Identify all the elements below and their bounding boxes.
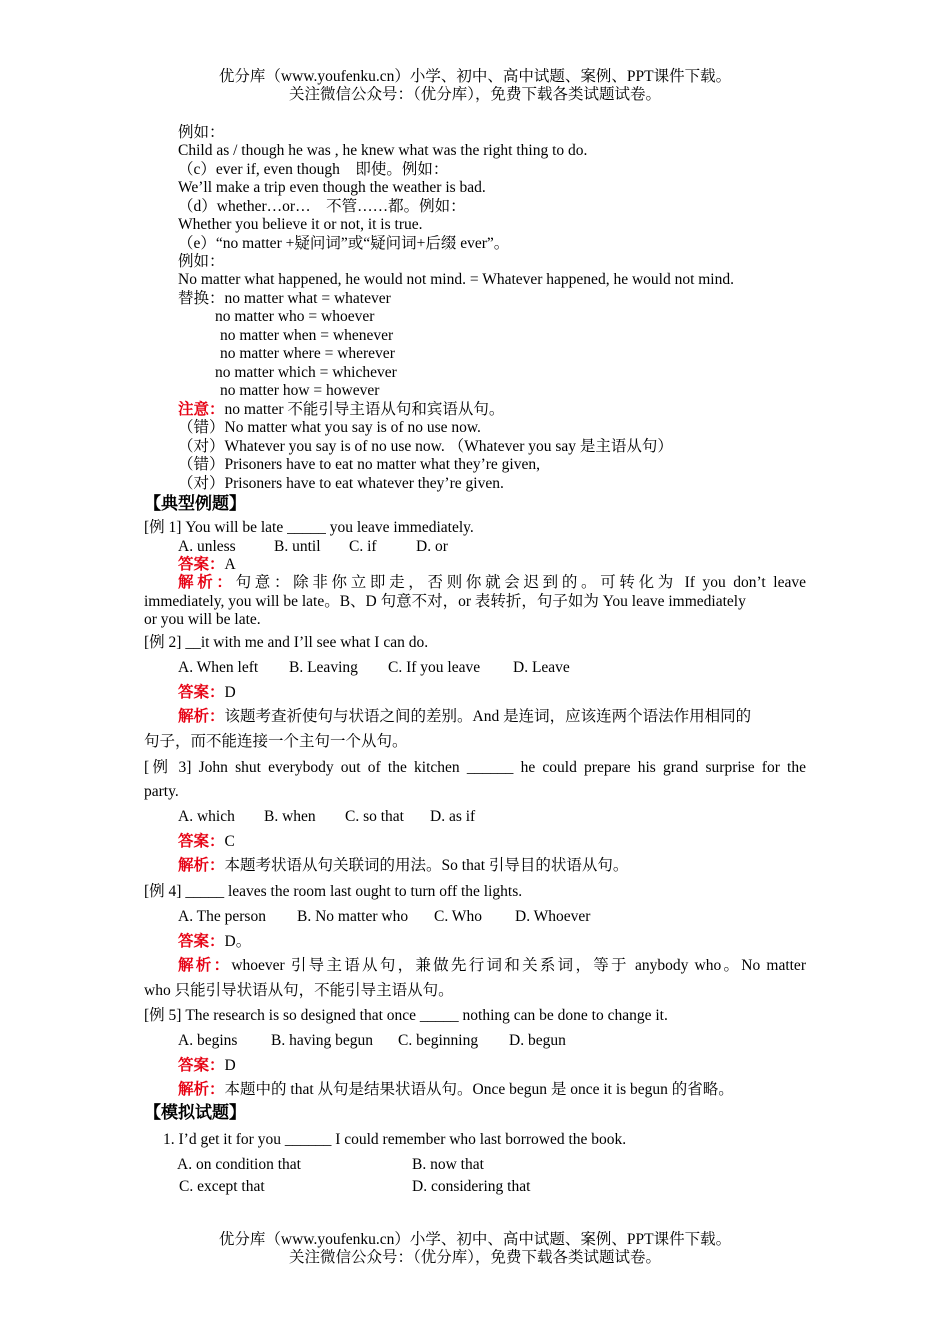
example-3-stem-line: party.	[144, 783, 179, 800]
example-4-options	[178, 907, 590, 926]
analysis-label: 解析：	[178, 857, 225, 874]
analysis-text: 句意：除非你立即走，否则你就会迟到的。可转化为 If you don’t leave	[235, 574, 806, 591]
example-label: 例如：	[178, 124, 225, 141]
practice-option: A. on condition that	[177, 1156, 301, 1173]
practice-question-1-stem: 1. I’d get it for you ______ I could remember who last borrowed the book.	[163, 1131, 627, 1148]
option: C. if	[349, 538, 377, 555]
answer-value: D	[224, 684, 236, 701]
example-1-answer	[178, 555, 236, 574]
replacement-item: no matter who = whoever	[215, 308, 375, 325]
replacement-label: 替换：	[178, 290, 225, 307]
option: C. so that	[345, 808, 404, 825]
option: D. Leave	[513, 659, 570, 676]
example-1-stem: [例 1] You will be late _____ you leave immediately.	[144, 519, 474, 536]
replacement-item: no matter where = wherever	[220, 345, 395, 362]
footer-line-1: 优分库（www.youfenku.cn）小学、初中、高中试题、案例、PPT课件下载。	[218, 1231, 732, 1248]
example-1-analysis-line	[178, 573, 806, 592]
note-row	[178, 400, 504, 419]
analysis-label: 解析：	[178, 957, 232, 974]
option: C. beginning	[398, 1032, 479, 1049]
answer-label: 答案：	[178, 684, 225, 701]
example-2-answer	[178, 683, 236, 702]
answer-label: 答案：	[178, 1057, 225, 1074]
option: D. or	[416, 538, 448, 555]
option: A. begins	[178, 1032, 238, 1049]
replacement-row	[178, 289, 391, 308]
rule-d-heading: （d）whether…or… 不管……都。例如：	[178, 198, 466, 215]
option: C. If you leave	[388, 659, 481, 676]
option: A. which	[178, 808, 235, 825]
example-3-stem-line: [例 3] John shut everybody out of the kitchen ______ he could prepare his grand surprise for the	[144, 759, 806, 776]
option: B. having begun	[271, 1032, 374, 1049]
analysis-text: 该题考查祈使句与状语之间的差别。And 是连词，应该连两个语法作用相同的	[224, 708, 752, 725]
note-example: （错）Prisoners have to eat no matter what they’re given,	[178, 456, 540, 473]
example-4-analysis-line	[178, 956, 806, 975]
footer-line-2: 关注微信公众号：（优分库），免费下载各类试题试卷。	[288, 1249, 661, 1266]
rule-c-heading: （c）ever if, even though 即使。例如：	[178, 161, 449, 178]
example-2-analysis-line: 句子，而不能连接一个主句一个从句。	[144, 733, 408, 750]
replacement-item: no matter how = however	[220, 382, 380, 399]
example-5-stem: [例 5] The research is so designed that once _____ nothing can be done to change it.	[144, 1007, 668, 1024]
option: A. The person	[178, 908, 266, 925]
note-example: （对）Prisoners have to eat whatever they’re given.	[178, 475, 504, 492]
header-line-2: 关注微信公众号：（优分库），免费下载各类试题试卷。	[288, 86, 661, 103]
practice-option: B. now that	[412, 1156, 484, 1173]
analysis-label: 解析：	[178, 708, 225, 725]
answer-label: 答案：	[178, 556, 225, 573]
analysis-label: 解析：	[178, 1081, 225, 1098]
option: C. Who	[434, 908, 482, 925]
rule-e-heading: （e）“no matter +疑问词”或“疑问词+后缀 ever”。	[178, 235, 510, 252]
example-5-analysis-line	[178, 1080, 734, 1099]
analysis-text: whoever 引导主语从句，兼做先行词和关系词，等于 anybody who。No matter	[231, 957, 806, 974]
option: D. begun	[509, 1032, 566, 1049]
note-text: no matter 不能引导主语从句和宾语从句。	[224, 401, 505, 418]
example-sentence-e: No matter what happened, he would not mind. = Whatever happened, he would not mind.	[178, 271, 734, 288]
replacement-item: no matter what = whatever	[224, 290, 391, 307]
example-3-options	[178, 807, 475, 826]
note-example: （对）Whatever you say is of no use now. （Whatever you say 是主语从句）	[178, 438, 673, 455]
header-line-1: 优分库（www.youfenku.cn）小学、初中、高中试题、案例、PPT课件下载。	[218, 68, 732, 85]
example-3-answer	[178, 832, 235, 851]
example-4-answer	[178, 932, 251, 951]
analysis-text: 本题考状语从句关联词的用法。So that 引导目的状语从句。	[224, 857, 629, 874]
example-sentence-b: Child as / though he was , he knew what was the right thing to do.	[178, 142, 588, 159]
answer-label: 答案：	[178, 933, 225, 950]
analysis-text: 本题中的 that 从句是结果状语从句。Once begun 是 once it is begun 的省略。	[224, 1081, 734, 1098]
example-4-stem: [例 4] _____ leaves the room last ought to turn off the lights.	[144, 883, 523, 900]
replacement-item: no matter when = whenever	[220, 327, 394, 344]
section-title-examples: 【典型例题】	[144, 494, 246, 514]
answer-value: C	[224, 833, 235, 850]
example-2-analysis-line	[178, 707, 751, 726]
option: B. Leaving	[289, 659, 358, 676]
option: B. when	[264, 808, 316, 825]
example-1-analysis-line: immediately, you will be late。B、D 句意不对，or 表转折，句子如为 You leave immediately	[144, 593, 746, 610]
example-label: 例如：	[178, 253, 225, 270]
option: D. as if	[430, 808, 476, 825]
option: B. until	[274, 538, 321, 555]
answer-value: D。	[224, 933, 252, 950]
note-label: 注意：	[178, 401, 225, 418]
practice-option: D. considering that	[412, 1178, 531, 1195]
example-5-answer	[178, 1056, 236, 1075]
analysis-label: 解析：	[178, 574, 236, 591]
answer-label: 答案：	[178, 833, 225, 850]
practice-option: C. except that	[179, 1178, 265, 1195]
example-3-analysis-line	[178, 856, 628, 875]
option: D. Whoever	[515, 908, 591, 925]
example-2-stem: [例 2] __it with me and I’ll see what I can do.	[144, 634, 429, 651]
answer-value: D	[224, 1057, 236, 1074]
answer-value: A	[224, 556, 236, 573]
option: A. unless	[178, 538, 236, 555]
example-1-analysis-line: or you will be late.	[144, 611, 261, 628]
example-1-options	[178, 537, 448, 556]
replacement-item: no matter which = whichever	[215, 364, 397, 381]
section-title-practice: 【模拟试题】	[144, 1103, 246, 1123]
example-sentence-c: We’ll make a trip even though the weather is bad.	[178, 179, 486, 196]
example-sentence-d: Whether you believe it or not, it is true.	[178, 216, 423, 233]
option: A. When left	[178, 659, 259, 676]
example-4-analysis-line: who 只能引导状语从句，不能引导主语从句。	[144, 982, 454, 999]
example-5-options	[178, 1031, 566, 1050]
note-example: （错）No matter what you say is of no use now.	[178, 419, 481, 436]
option: B. No matter who	[297, 908, 409, 925]
example-2-options	[178, 658, 570, 677]
